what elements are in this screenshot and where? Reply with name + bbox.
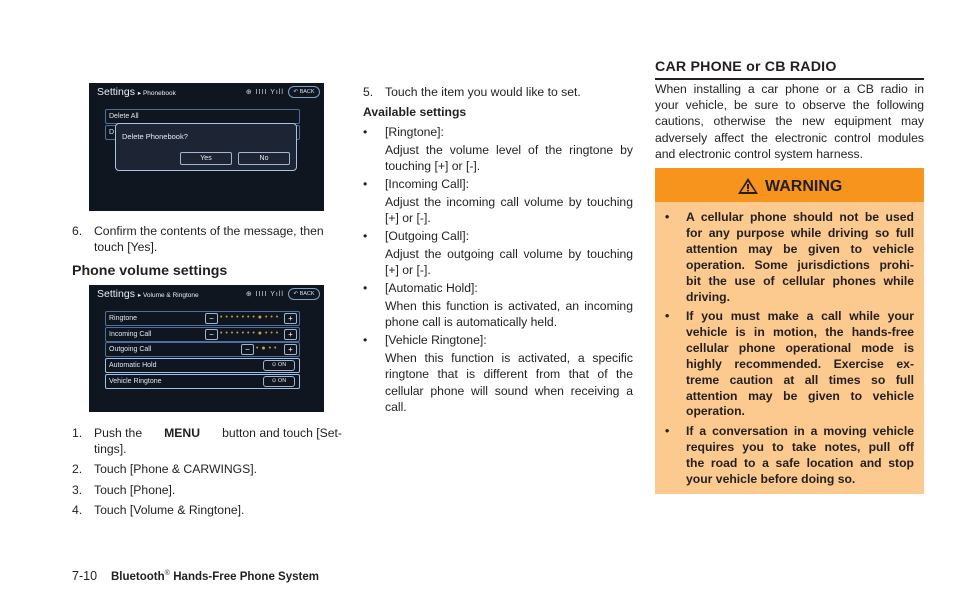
minus-button[interactable]: −	[205, 313, 218, 324]
on-toggle[interactable]: ⊙ ON	[263, 376, 295, 387]
screen-title: Settings ▸ Volume & Ringtone	[97, 288, 199, 300]
bullet: •	[363, 333, 368, 347]
bullet: •	[665, 309, 670, 323]
outgoing-call-row[interactable]: Outgoing Call − • ● • • +	[105, 342, 300, 357]
paragraph-line: your vehicle, be sure to observe the following	[655, 98, 924, 113]
setting-description	[385, 298, 633, 330]
partial-row[interactable]: D	[105, 125, 300, 140]
warning-title: WARNING	[765, 178, 843, 195]
description-line: Adjust the volume level of the ringtone by	[385, 143, 633, 158]
description-line: [+] or [-].	[385, 211, 431, 226]
warning-box	[655, 168, 924, 494]
footer-title-bluetooth: Bluetooth	[110, 571, 165, 583]
screen-title-bar	[89, 285, 324, 303]
setting-label: [Ringtone]:	[385, 125, 444, 139]
volume-level: • ● • •	[256, 345, 277, 352]
description-line: ringtone that is different from that of the	[385, 367, 633, 382]
step-6: 6. Confirm the contents of the message, then touch [Yes].	[72, 224, 324, 255]
setting-label: [Automatic Hold]:	[385, 281, 478, 295]
step-1: 1. Push the MENU button and touch [Set- tings].	[72, 426, 342, 457]
warning-text	[686, 309, 914, 420]
warning-item	[665, 309, 914, 420]
setting-item	[363, 228, 633, 279]
vehicle-ringtone-row[interactable]: Vehicle Ringtone ⊙ ON	[105, 374, 300, 389]
warning-line: attention may be given to vehicle	[686, 388, 914, 403]
setting-label: [Vehicle Ringtone]:	[385, 333, 487, 347]
step-4: 4. Touch [Volume & Ringtone].	[72, 503, 245, 517]
step-5: 5. Touch the item you would like to set.	[363, 85, 581, 99]
warning-line: the road to a safe location and stop	[686, 455, 914, 470]
warning-line: operation.	[686, 404, 745, 419]
volume-control	[205, 313, 297, 324]
warning-item	[665, 424, 914, 488]
setting-item	[363, 280, 633, 331]
step-3: 3. Touch [Phone].	[72, 483, 176, 497]
page-number: 7-10	[72, 569, 98, 583]
setting-item	[363, 176, 633, 227]
yes-button[interactable]: Yes	[180, 152, 232, 165]
volume-ringtone-screenshot	[89, 285, 324, 412]
description-line: When this function is activated, an incoming	[385, 299, 633, 314]
automatic-hold-row[interactable]: Automatic Hold ⊙ ON	[105, 358, 300, 373]
description-line: touching [+] or [-].	[385, 159, 481, 174]
minus-button[interactable]: −	[241, 344, 254, 355]
car-phone-paragraph	[655, 81, 924, 162]
warning-line: driving.	[686, 289, 731, 304]
description-line: Adjust the outgoing call volume by touching	[385, 247, 633, 262]
plus-button[interactable]: +	[284, 313, 297, 324]
setting-description	[385, 194, 633, 226]
screen-title-bar	[89, 83, 324, 101]
no-button[interactable]: No	[238, 152, 290, 165]
paragraph-line: cautions, otherwise the new equipment may	[655, 114, 924, 129]
warning-line: highly recommended. Exercise ex-	[686, 356, 914, 371]
warning-line: attention may be given to vehicle	[686, 241, 914, 256]
step-6-line2: touch [Yes].	[94, 240, 158, 255]
plus-button[interactable]: +	[284, 329, 297, 340]
warning-line: operation. Some jurisdictions prohi-	[686, 257, 914, 272]
phone-volume-heading: Phone volume settings	[72, 263, 228, 279]
warning-line: for any purpose while driving so full	[686, 225, 914, 240]
description-line: cellular phone will sound when receiving a	[385, 383, 633, 398]
volume-control	[205, 329, 297, 340]
description-line: Adjust the incoming call volume by touching	[385, 195, 633, 210]
volume-control	[241, 344, 297, 355]
warning-header	[655, 168, 924, 202]
footer-title-rest: Hands-Free Phone System	[173, 571, 319, 583]
minus-button[interactable]: −	[205, 329, 218, 340]
warning-line: If you must make a call while your	[686, 309, 914, 323]
bullet: •	[363, 229, 368, 243]
page-footer	[72, 569, 319, 583]
bullet: •	[363, 177, 368, 191]
ringtone-row[interactable]: Ringtone − • • • • • • • ● • • • +	[105, 311, 300, 326]
phonebook-delete-screenshot	[89, 83, 324, 211]
setting-label: [Incoming Call]:	[385, 177, 469, 191]
available-settings-heading: Available settings	[363, 105, 467, 119]
paragraph-line: When installing a car phone or a CB radio in	[655, 82, 924, 96]
screen-title: Settings ▸ Phonebook	[97, 86, 176, 98]
on-toggle[interactable]: ⊙ ON	[263, 360, 295, 371]
confirm-dialog	[115, 123, 297, 171]
description-line: When this function is activated, a specific	[385, 351, 633, 366]
plus-button[interactable]: +	[284, 344, 297, 355]
warning-line: requires you to take notes, pull off	[686, 439, 914, 454]
paragraph-line: adversely affect the electronic control modules	[655, 130, 924, 145]
status-icons: ⊕ IIII Yıll	[245, 89, 284, 96]
car-phone-heading: CAR PHONE or CB RADIO	[655, 59, 837, 75]
setting-description	[385, 350, 633, 415]
setting-label: [Outgoing Call]:	[385, 229, 470, 243]
description-line: call.	[385, 399, 407, 414]
status-icons: ⊕ IIII Yıll	[245, 291, 284, 298]
setting-description	[385, 142, 633, 174]
warning-line: cellular phone operational mode is	[686, 340, 914, 355]
warning-line: treme caution at all times so full	[686, 372, 914, 387]
warning-line: bit the use of cellular phones while	[686, 273, 914, 288]
step-2: 2. Touch [Phone & CARWINGS].	[72, 462, 258, 476]
warning-text	[686, 210, 914, 305]
description-line: [+] or [-].	[385, 263, 431, 278]
setting-item	[363, 332, 633, 415]
bullet: •	[665, 424, 670, 438]
warning-line: your vehicle before doing so.	[686, 471, 856, 486]
setting-description	[385, 246, 633, 278]
back-button[interactable]: ↶ BACK	[288, 86, 320, 98]
registered-mark: ®	[164, 569, 170, 577]
setting-item	[363, 124, 633, 175]
delete-all-row[interactable]: Delete All	[105, 109, 300, 124]
volume-level: • • • • • • • ● • • •	[220, 330, 279, 337]
paragraph-line: and electronic control system harness.	[655, 146, 863, 161]
warning-text	[686, 424, 914, 488]
bullet: •	[363, 281, 368, 295]
description-line: phone call is automatically held.	[385, 315, 558, 330]
warning-line: If a conversation in a moving vehicle	[686, 424, 914, 438]
bullet: •	[363, 125, 368, 139]
bullet: •	[665, 210, 670, 224]
warning-line: vehicle is in motion, the hands-free	[686, 324, 914, 339]
incoming-call-row[interactable]: Incoming Call − • • • • • • • ● • • • +	[105, 327, 300, 342]
volume-level: • • • • • • • ● • • •	[220, 314, 279, 321]
warning-line: A cellular phone should not be used	[686, 210, 914, 224]
step-6-line1: Confirm the contents of the message, then	[94, 224, 324, 238]
heading-rule	[655, 78, 924, 80]
warning-triangle-icon	[737, 177, 759, 195]
back-button[interactable]: ↶ BACK	[288, 288, 320, 300]
dialog-message: Delete Phonebook?	[122, 132, 188, 141]
warning-item	[665, 210, 914, 305]
menu-button-label: MENU	[164, 426, 201, 440]
